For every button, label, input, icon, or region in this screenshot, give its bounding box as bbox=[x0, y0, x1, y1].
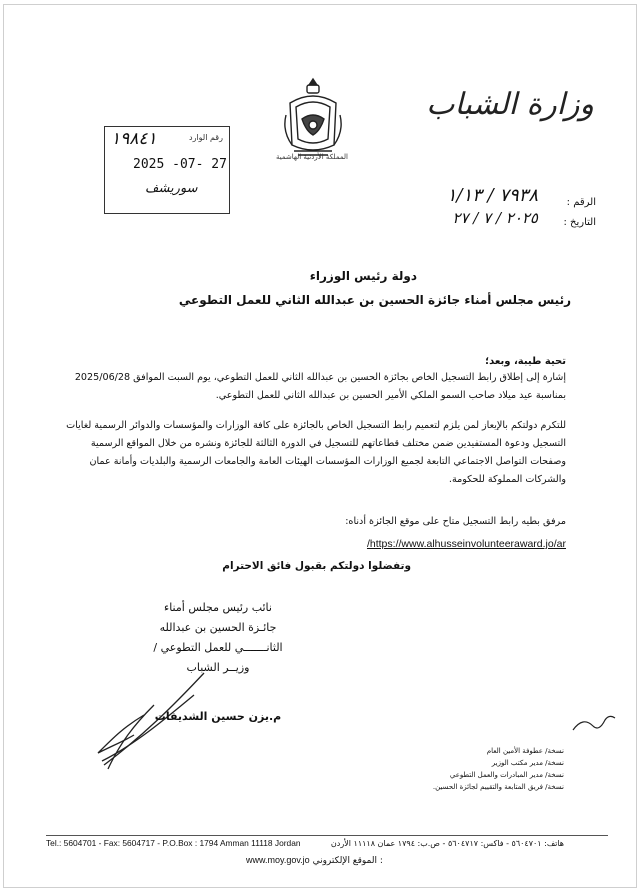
website-link[interactable]: www.moy.gov.jo bbox=[246, 855, 310, 865]
signature-title-4: وزيــر الشباب bbox=[186, 661, 250, 674]
footer-arabic-contact: هاتف: ٥٦٠٤٧٠١ - فاكس: ٥٦٠٤٧١٧ - ص.ب: ١٧٩٤ عمان ١١١١٨ الأردن bbox=[330, 839, 564, 848]
website-label: الموقع الإلكتروني : bbox=[312, 856, 383, 866]
coat-of-arms-icon bbox=[280, 75, 346, 165]
closing-line: وتفضلوا دولتكم بقبول فائق الاحترام bbox=[222, 560, 411, 572]
ministry-name: وزارة الشباب bbox=[426, 87, 594, 122]
addressee-line-1: دولة رئيس الوزراء bbox=[309, 269, 417, 283]
footer-english-contact: Tel.: 5604701 - Fax: 5604717 - P.O.Box : 1794 Amman 11118 Jordan bbox=[46, 838, 301, 848]
reference-number-label: الرقم : bbox=[566, 197, 596, 208]
cc-list bbox=[324, 745, 564, 793]
stamp-date: 2025 -07- 27 bbox=[133, 157, 227, 172]
signer-name: م.يزن حسين الشديفات bbox=[154, 710, 282, 723]
greeting: تحية طيبة، وبعد؛ bbox=[485, 356, 566, 367]
incoming-stamp bbox=[104, 126, 230, 214]
cc-item: نسخة/ مدير المبادرات والعمل التطوعي bbox=[449, 771, 564, 779]
signature-title-3: الثانـــــــي للعمل التطوعي / bbox=[153, 641, 283, 654]
signature-title-2: جائـزة الحسين بن عبدالله bbox=[159, 621, 277, 634]
emblem-caption: المملكة الأردنية الهاشمية bbox=[275, 153, 349, 161]
body-paragraph-1: إشارة إلى إطلاق رابط التسجيل الخاص بجائزة الحسين بن عبدالله الثاني للعمل التطوعي، يوم السبت الموافق 2025/06/28 بمناسبة عيد ميلاد صاحب السمو الملكي الأمير الحسين بن عبدالله الثاني للعمل التطوعي. bbox=[74, 372, 566, 401]
reference-number-value: ٧٩٣٨ / ١/١٣ bbox=[446, 185, 538, 206]
signature-title-1: نائب رئيس مجلس أمناء bbox=[164, 601, 272, 614]
reference-date-label: التاريخ : bbox=[563, 217, 596, 228]
registration-link[interactable]: /https://www.alhusseinvolunteeraward.jo/ar bbox=[366, 538, 566, 550]
addressee-line-2: رئيس مجلس أمناء جائزة الحسين بن عبدالله الثاني للعمل التطوعي bbox=[178, 293, 571, 307]
body-paragraph-3: مرفق بطيه رابط التسجيل متاح على موقع الجائزة أدناه: bbox=[345, 516, 566, 527]
letter-page bbox=[3, 4, 637, 888]
stamp-department: سوريشف bbox=[145, 181, 198, 196]
footer-website bbox=[246, 855, 383, 866]
body-paragraph-2: للتكرم دولتكم بالإيعاز لمن يلزم لتعميم رابط التسجيل الخاص بالجائزة على كافة الوزارات والمؤسسات والدوائر الرسمية لغايات التسجيل ودعوة المستفيدين ضمن مختلف قطاعاتهم للتسجيل في الدورة الثالثة للجائزة ونشره من خلال المواقع الرسمية وصفحات التواصل الاجتماعي التابعة لجميع الوزارات المؤسسات الهيئات العامة والجامعات الرسمية والبلديات وأمانة عمان والشركات المملوكة للحكومة. bbox=[66, 420, 566, 485]
footer-divider bbox=[46, 835, 608, 836]
reference-date-value: ٢٠٢٥ / ٧ / ٢٧ bbox=[452, 209, 538, 227]
cc-item: نسخة/ فريق المتابعة والتقييم لجائزة الحسين. bbox=[432, 783, 564, 791]
cc-item: نسخة/ عطوفة الأمين العام bbox=[486, 747, 564, 755]
initials-scribble-icon bbox=[569, 710, 619, 740]
cc-item: نسخة/ مدير مكتب الوزير bbox=[491, 759, 564, 767]
stamp-number: ١٩٨٤١ bbox=[111, 129, 157, 149]
stamp-label: رقم الوارد bbox=[189, 133, 223, 142]
